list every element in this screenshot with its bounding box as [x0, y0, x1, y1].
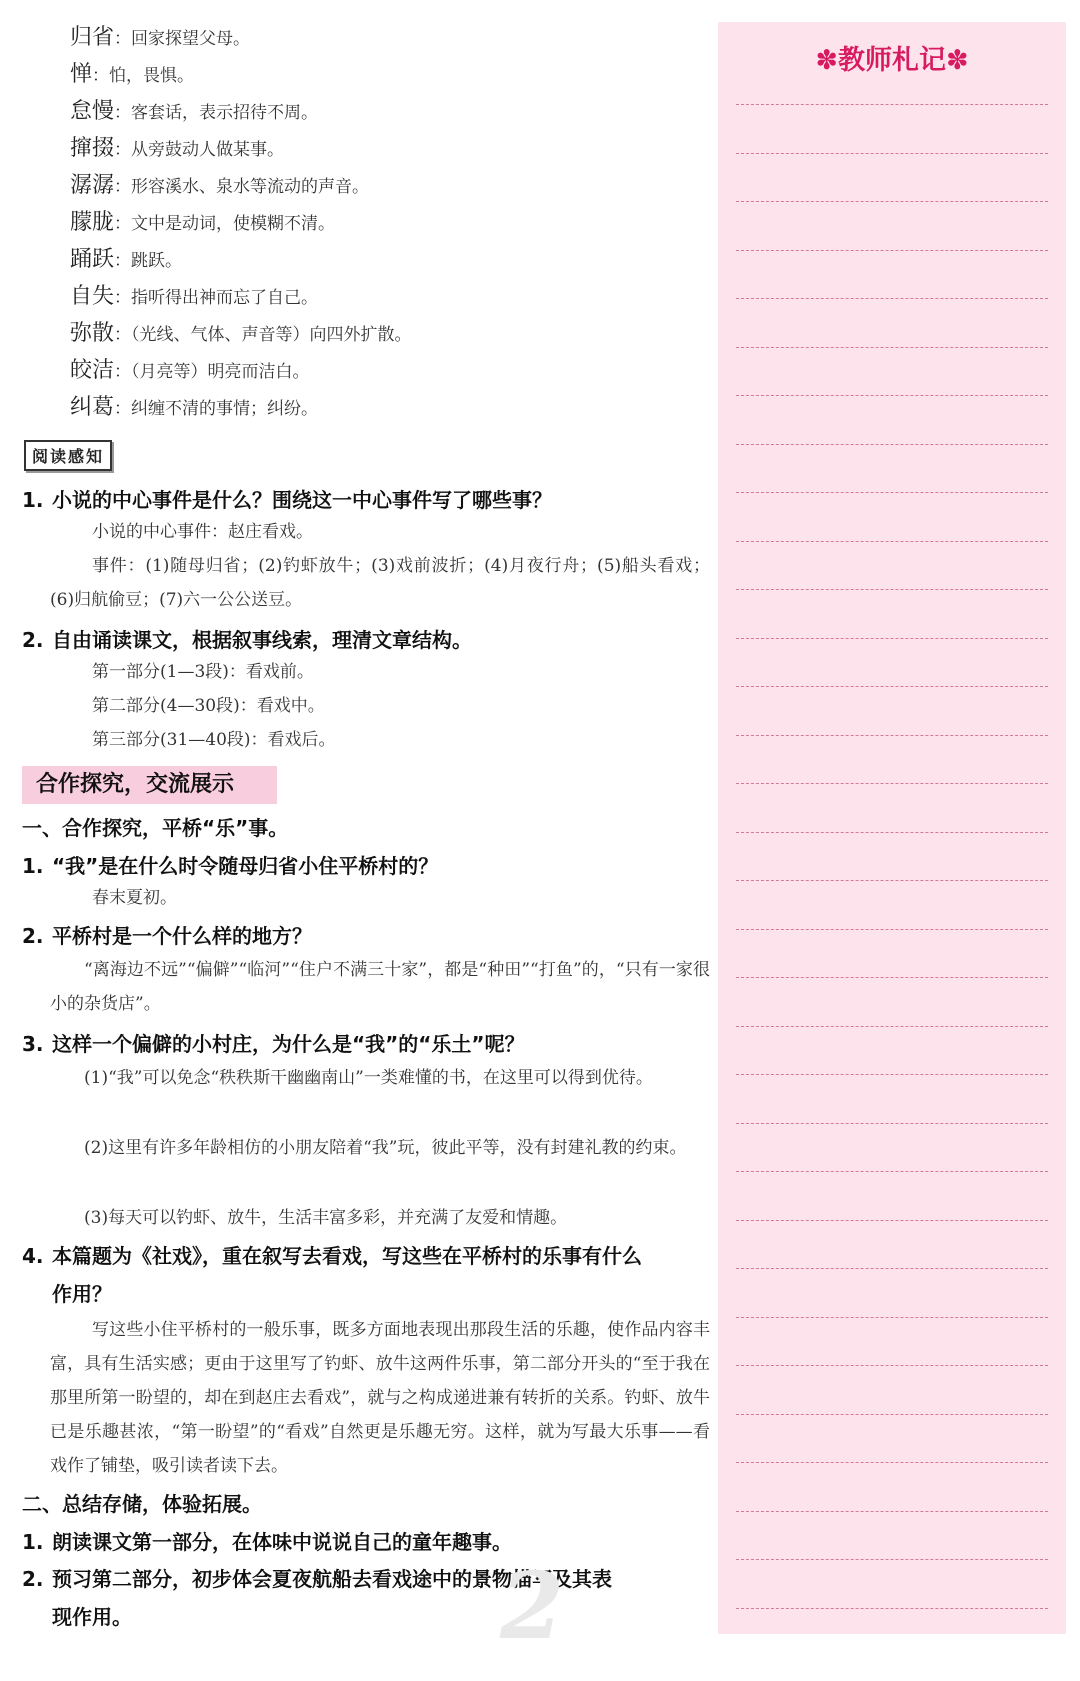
vocab-word: 归省 — [70, 25, 115, 50]
vocab-def: ：客套话，表示招待不周。 — [114, 103, 319, 123]
notes-ruled-line — [736, 444, 1048, 445]
vocab-item — [70, 242, 182, 276]
notes-ruled-line — [736, 1414, 1048, 1415]
question-text: 小说的中心事件是什么？围绕这一中心事件写了哪些事？ — [52, 488, 552, 512]
vocab-word: 弥散 — [70, 321, 115, 346]
notes-ruled-line — [736, 589, 1048, 590]
vocab-word: 潺潺 — [70, 173, 115, 198]
vocab-item — [70, 131, 284, 165]
vocab-item — [70, 20, 250, 54]
vocab-word: 纠葛 — [70, 395, 115, 420]
question-text: 作用？ — [52, 1282, 112, 1306]
vocab-item — [70, 316, 412, 350]
notes-ruled-line — [736, 977, 1048, 978]
vocab-item — [70, 353, 310, 387]
notes-ruled-line — [736, 1365, 1048, 1366]
task-number: 2. — [22, 1567, 44, 1591]
vocab-item — [70, 57, 194, 91]
notes-ruled-line — [736, 1220, 1048, 1221]
vocab-item — [70, 205, 335, 239]
question-text: 平桥村是一个什么样的地方？ — [52, 924, 312, 948]
vocab-word: 撺掇 — [70, 136, 115, 161]
notes-ruled-line — [736, 1511, 1048, 1512]
notes-ruled-line — [736, 686, 1048, 687]
notes-ruled-line — [736, 929, 1048, 930]
vocab-def: ：（月亮等）明亮而洁白。 — [114, 362, 310, 382]
answer: 写这些小住平桥村的一般乐事，既多方面地表现出那段生活的乐趣，使作品内容丰富，具有生活实感；更由于这里写了钓虾、放牛这两件乐事，第二部分开头的“至于我在那里所第一盼望的，却在到赵庄去看戏”，就与之构成递进兼有转折的关系。钓虾、放牛已是乐趣甚浓，“第一盼望”的“看戏”自然更是乐趣无穷。这样，就为写最大乐事——看戏作了铺垫，吸引读者读下去。 — [50, 1320, 710, 1476]
answer: 事件：(1)随母归省；(2)钓虾放牛；(3)戏前波折；(4)月夜行舟；(5)船头看戏；(6)归航偷豆；(7)六一公公送豆。 — [50, 556, 710, 610]
notes-ruled-line — [736, 783, 1048, 784]
task-text: 现作用。 — [52, 1605, 132, 1629]
section-banner: 合作探究，交流展示 — [22, 766, 277, 804]
notes-ruled-line — [736, 1074, 1048, 1075]
answer: “离海边不远”“偏僻”“临河”“住户不满三十家”，都是“种田”“打鱼”的，“只有一家很小的杂货店”。 — [50, 960, 710, 1014]
vocab-item — [70, 390, 318, 424]
vocab-def: ：纠缠不清的事情；纠纷。 — [114, 399, 319, 419]
vocab-item — [70, 94, 318, 128]
vocab-word: 自失 — [70, 284, 115, 309]
vocab-item — [70, 279, 318, 313]
notes-ruled-line — [736, 250, 1048, 251]
notes-ruled-line — [736, 1559, 1048, 1560]
question-number: 2. — [22, 924, 44, 948]
task-text: 预习第二部分，初步体会夏夜航船去看戏途中的景物描写及其表 — [52, 1567, 612, 1591]
vocab-item — [70, 168, 369, 202]
notes-ruled-line — [736, 832, 1048, 833]
answer: 第二部分(4—30段)：看戏中。 — [92, 696, 325, 716]
vocab-word: 朦胧 — [70, 210, 115, 235]
answer: (3)每天可以钓虾、放牛，生活丰富多彩，并充满了友爱和情趣。 — [84, 1208, 568, 1228]
notes-ruled-line — [736, 735, 1048, 736]
vocab-def: ：从旁鼓动人做某事。 — [114, 140, 285, 160]
teacher-notes-panel — [718, 22, 1066, 1634]
question — [22, 1240, 642, 1269]
vocab-word: 皎洁 — [70, 358, 115, 383]
question — [22, 850, 438, 879]
question — [22, 920, 312, 949]
notes-ruled-line — [736, 1317, 1048, 1318]
vocab-word: 踊跃 — [70, 247, 115, 272]
answer: 第三部分(31—40段)：看戏后。 — [92, 730, 336, 750]
question — [22, 1028, 525, 1057]
answer: 第一部分(1—3段)：看戏前。 — [92, 662, 314, 682]
sub-heading: 一、合作探究，平桥“乐”事。 — [22, 816, 289, 840]
question-number: 4. — [22, 1244, 44, 1268]
question-number: 2. — [22, 628, 44, 652]
notes-title: ✽教师札记✽ — [815, 45, 969, 76]
reading-section-label: 阅读感知 — [24, 440, 112, 471]
question-text: 这样一个偏僻的小村庄，为什么是“我”的“乐土”呢？ — [52, 1032, 525, 1056]
question-text: “我”是在什么时令随母归省小住平桥村的？ — [52, 854, 439, 878]
vocab-def: ：（光线、气体、声音等）向四外扩散。 — [114, 325, 412, 345]
vocab-word: 怠慢 — [70, 99, 115, 124]
sub-heading: 二、总结存储，体验拓展。 — [22, 1492, 262, 1516]
vocab-def: ：指听得出神而忘了自己。 — [114, 288, 319, 308]
vocab-def: ：文中是动词，使模糊不清。 — [114, 214, 336, 234]
notes-ruled-line — [736, 1462, 1048, 1463]
notes-ruled-line — [736, 1026, 1048, 1027]
notes-ruled-line — [736, 880, 1048, 881]
vocab-def: ：跳跃。 — [114, 251, 183, 271]
notes-ruled-line — [736, 201, 1048, 202]
vocab-word: 惮 — [70, 62, 93, 87]
notes-ruled-line — [736, 638, 1048, 639]
answer: 春末夏初。 — [92, 888, 177, 908]
vocab-def: ：回家探望父母。 — [114, 29, 251, 49]
notes-ruled-line — [736, 395, 1048, 396]
question-number: 1. — [22, 488, 44, 512]
notes-ruled-line — [736, 298, 1048, 299]
notes-ruled-line — [736, 1171, 1048, 1172]
question-text: 自由诵读课文，根据叙事线索，理清文章结构。 — [52, 628, 472, 652]
notes-ruled-line — [736, 1608, 1048, 1609]
page-number: 2 — [500, 1552, 565, 1660]
answer: (2)这里有许多年龄相仿的小朋友陪着“我”玩，彼此平等，没有封建礼教的约束。 — [84, 1138, 687, 1158]
notes-ruled-line — [736, 104, 1048, 105]
task-text: 朗读课文第一部分，在体味中说说自己的童年趣事。 — [52, 1530, 512, 1554]
task-number: 1. — [22, 1530, 44, 1554]
notes-ruled-line — [736, 153, 1048, 154]
question — [22, 484, 552, 513]
answer: (1)“我”可以免念“秩秩斯干幽幽南山”一类难懂的书，在这里可以得到优待。 — [84, 1068, 653, 1088]
answer: 小说的中心事件：赵庄看戏。 — [92, 522, 313, 542]
question-text: 本篇题为《社戏》，重在叙写去看戏，写这些在平桥村的乐事有什么 — [52, 1244, 642, 1268]
notes-ruled-line — [736, 347, 1048, 348]
task — [22, 1526, 512, 1555]
notes-ruled-line — [736, 1268, 1048, 1269]
notes-ruled-line — [736, 492, 1048, 493]
question-number: 3. — [22, 1032, 44, 1056]
question — [22, 624, 472, 653]
vocab-def: ：形容溪水、泉水等流动的声音。 — [114, 177, 370, 197]
question-number: 1. — [22, 854, 44, 878]
vocab-def: ：怕，畏惧。 — [92, 66, 195, 86]
notes-ruled-line — [736, 1123, 1048, 1124]
notes-ruled-line — [736, 541, 1048, 542]
